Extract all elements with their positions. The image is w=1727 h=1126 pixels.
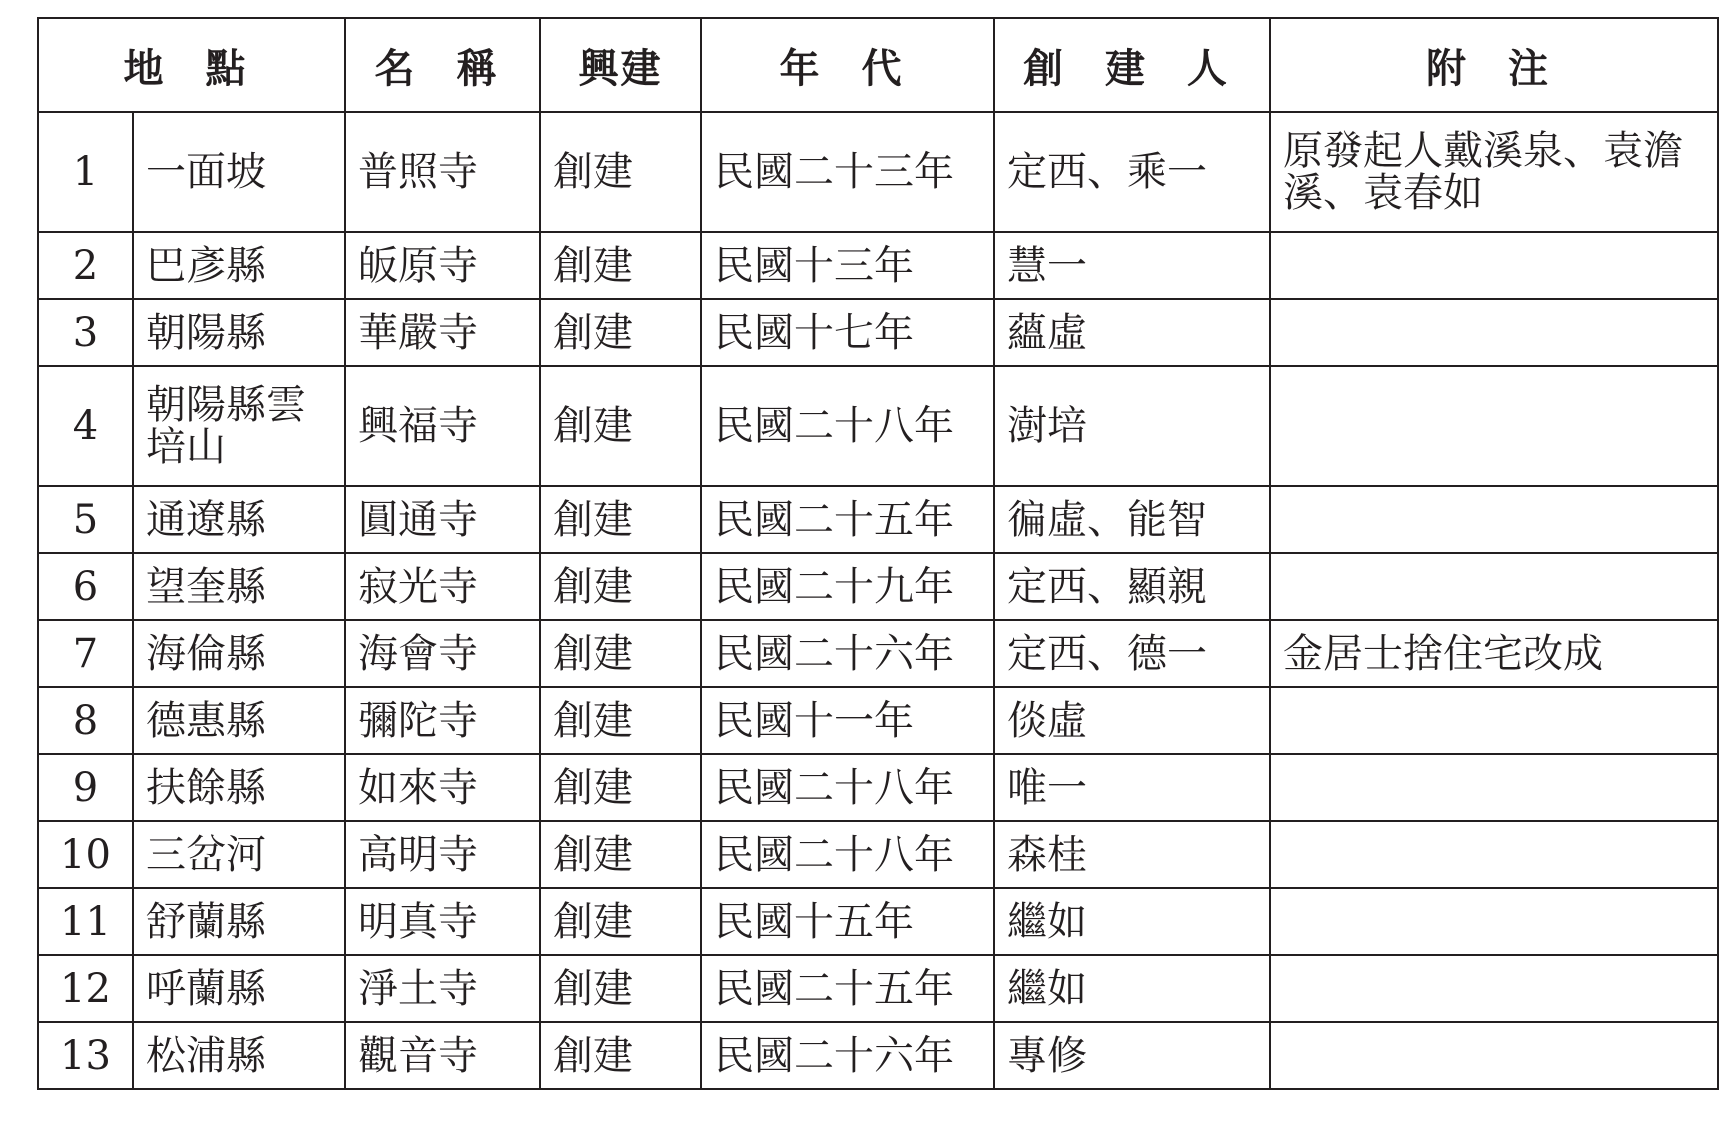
cell-notes: 金居士捨住宅改成 [1270,620,1718,687]
cell-founder: 蘊虛 [994,299,1270,366]
cell-location: 朝陽縣雲培山 [133,366,345,486]
cell-location: 扶餘縣 [133,754,345,821]
cell-location: 呼蘭縣 [133,955,345,1022]
cell-number: 9 [38,754,133,821]
cell-era: 民國二十九年 [701,553,994,620]
cell-number: 4 [38,366,133,486]
cell-era: 民國二十五年 [701,955,994,1022]
header-name: 名 稱 [345,18,540,112]
cell-notes: 原發起人戴溪泉、袁澹溪、袁春如 [1270,112,1718,232]
cell-construction-type: 創建 [540,112,701,232]
table-row [38,620,1718,687]
table-row [38,299,1718,366]
header-type: 興建 [540,18,701,112]
cell-founder: 倓虛 [994,687,1270,754]
cell-temple-name: 海會寺 [345,620,540,687]
table-row [38,955,1718,1022]
cell-era: 民國二十五年 [701,486,994,553]
cell-temple-name: 華嚴寺 [345,299,540,366]
cell-founder: 慧一 [994,232,1270,299]
table-row [38,888,1718,955]
cell-number: 6 [38,553,133,620]
cell-notes [1270,299,1718,366]
cell-notes [1270,486,1718,553]
table-row [38,687,1718,754]
table-row [38,366,1718,486]
cell-location: 巴彥縣 [133,232,345,299]
cell-number: 3 [38,299,133,366]
cell-era: 民國十一年 [701,687,994,754]
cell-construction-type: 創建 [540,821,701,888]
cell-era: 民國二十六年 [701,620,994,687]
header-founder: 創 建 人 [994,18,1270,112]
header-notes: 附 注 [1270,18,1718,112]
cell-notes [1270,821,1718,888]
cell-location: 望奎縣 [133,553,345,620]
cell-temple-name: 如來寺 [345,754,540,821]
cell-temple-name: 明真寺 [345,888,540,955]
cell-temple-name: 皈原寺 [345,232,540,299]
cell-founder: 專修 [994,1022,1270,1089]
cell-temple-name: 彌陀寺 [345,687,540,754]
cell-construction-type: 創建 [540,553,701,620]
cell-founder: 繼如 [994,888,1270,955]
table-row [38,821,1718,888]
cell-notes [1270,754,1718,821]
cell-location: 舒蘭縣 [133,888,345,955]
cell-temple-name: 興福寺 [345,366,540,486]
cell-construction-type: 創建 [540,366,701,486]
cell-founder: 唯一 [994,754,1270,821]
cell-era: 民國十五年 [701,888,994,955]
cell-notes [1270,366,1718,486]
cell-location: 通遼縣 [133,486,345,553]
cell-temple-name: 觀音寺 [345,1022,540,1089]
cell-era: 民國二十三年 [701,112,994,232]
cell-notes [1270,232,1718,299]
table-row [38,553,1718,620]
cell-construction-type: 創建 [540,232,701,299]
cell-era: 民國二十八年 [701,754,994,821]
cell-temple-name: 圓通寺 [345,486,540,553]
cell-number: 13 [38,1022,133,1089]
cell-temple-name: 寂光寺 [345,553,540,620]
cell-location: 一面坡 [133,112,345,232]
cell-construction-type: 創建 [540,754,701,821]
cell-notes [1270,553,1718,620]
table-body [38,112,1718,1089]
cell-location: 海倫縣 [133,620,345,687]
cell-number: 10 [38,821,133,888]
header-location: 地 點 [38,18,345,112]
cell-location: 三岔河 [133,821,345,888]
cell-founder: 繼如 [994,955,1270,1022]
cell-notes [1270,888,1718,955]
cell-era: 民國十七年 [701,299,994,366]
cell-number: 8 [38,687,133,754]
cell-era: 民國二十八年 [701,821,994,888]
cell-number: 5 [38,486,133,553]
cell-number: 7 [38,620,133,687]
cell-location: 松浦縣 [133,1022,345,1089]
cell-founder: 徧虛、能智 [994,486,1270,553]
table-row [38,1022,1718,1089]
cell-construction-type: 創建 [540,1022,701,1089]
cell-temple-name: 普照寺 [345,112,540,232]
cell-temple-name: 高明寺 [345,821,540,888]
cell-era: 民國二十六年 [701,1022,994,1089]
cell-construction-type: 創建 [540,888,701,955]
cell-founder: 定西、乘一 [994,112,1270,232]
cell-number: 11 [38,888,133,955]
table-row [38,112,1718,232]
cell-era: 民國十三年 [701,232,994,299]
cell-construction-type: 創建 [540,620,701,687]
cell-era: 民國二十八年 [701,366,994,486]
cell-notes [1270,1022,1718,1089]
cell-location: 德惠縣 [133,687,345,754]
cell-founder: 定西、德一 [994,620,1270,687]
cell-construction-type: 創建 [540,299,701,366]
header-row [38,18,1718,112]
cell-founder: 森桂 [994,821,1270,888]
cell-temple-name: 淨土寺 [345,955,540,1022]
cell-founder: 澍培 [994,366,1270,486]
cell-founder: 定西、顯親 [994,553,1270,620]
cell-number: 2 [38,232,133,299]
table-row [38,754,1718,821]
cell-notes [1270,687,1718,754]
cell-location: 朝陽縣 [133,299,345,366]
cell-notes [1270,955,1718,1022]
header-era: 年 代 [701,18,994,112]
table-row [38,232,1718,299]
cell-number: 1 [38,112,133,232]
temple-table [37,17,1719,1090]
table-row [38,486,1718,553]
cell-number: 12 [38,955,133,1022]
cell-construction-type: 創建 [540,955,701,1022]
cell-construction-type: 創建 [540,486,701,553]
cell-construction-type: 創建 [540,687,701,754]
